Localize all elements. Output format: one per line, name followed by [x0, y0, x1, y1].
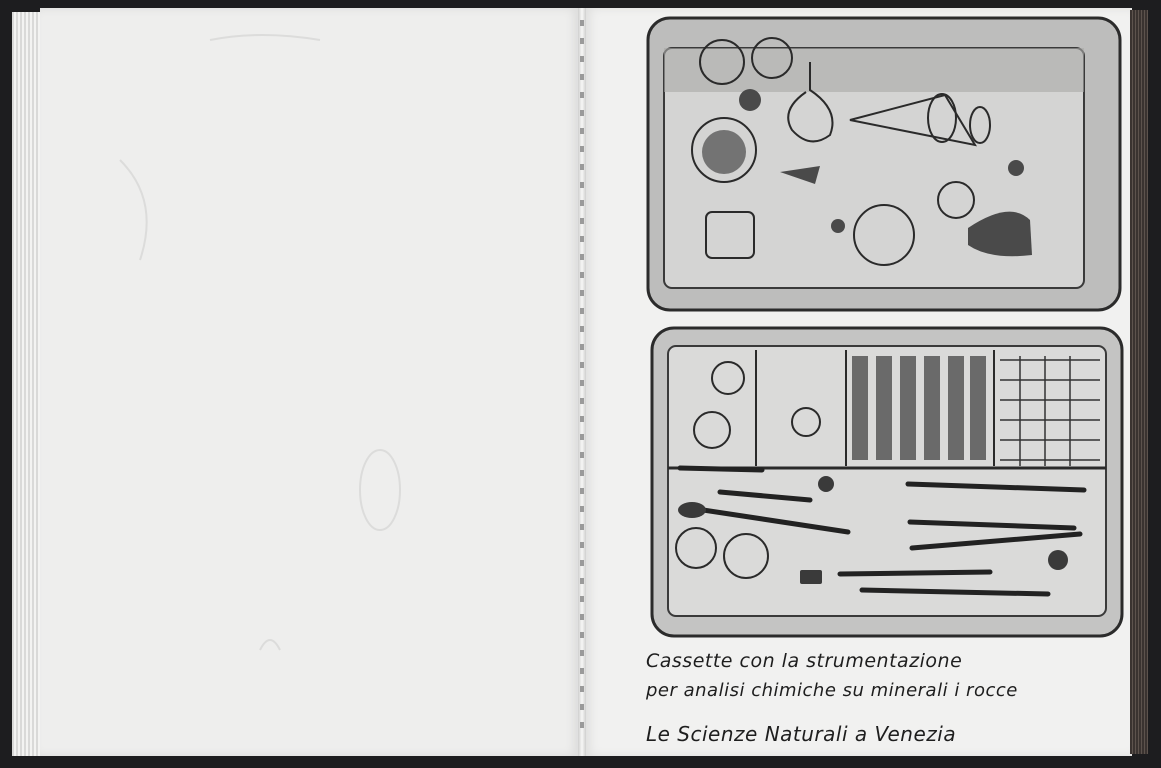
lower-tray-sketch: [652, 328, 1122, 636]
caption-line-1: Cassette con la strumentazione: [646, 650, 963, 672]
caption-line-3: Le Scienze Naturali a Venezia: [646, 722, 957, 746]
upper-tray-sketch: [648, 18, 1120, 310]
caption-line-2: per analisi chimiche su minerali i rocce: [646, 680, 1018, 701]
ghost-marks: [120, 35, 400, 650]
